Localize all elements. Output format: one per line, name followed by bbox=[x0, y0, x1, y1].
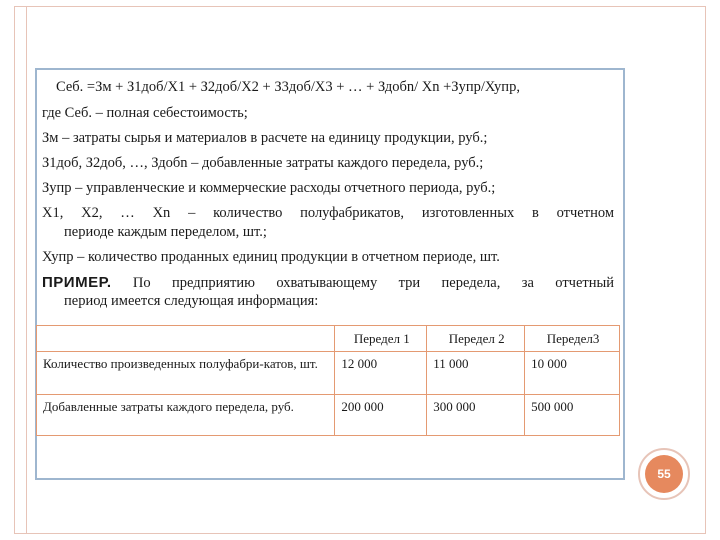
table-cell: Количество произведенных полуфабри-катов, шт. bbox=[37, 352, 335, 395]
formula-where: где Себ. – полная себестоимость; bbox=[42, 105, 248, 121]
example-line2: период имеется следующая информация: bbox=[64, 293, 319, 309]
table-header-row bbox=[37, 326, 620, 352]
table-cell: 11 000 bbox=[427, 352, 525, 395]
table-cell: 300 000 bbox=[427, 395, 525, 436]
table-cell: 500 000 bbox=[525, 395, 620, 436]
table-header-cell bbox=[37, 326, 335, 352]
example-line1 bbox=[42, 273, 614, 292]
slide-text bbox=[42, 78, 614, 311]
definition-zdob: З1доб, З2доб, …, Здобn – добавленные затраты каждого передела, руб.; bbox=[42, 155, 484, 171]
definition-x-line1: Х1, Х2, … Хn – количество полуфабрикатов, изготовленных в отчетном bbox=[42, 205, 614, 221]
stages-table bbox=[36, 325, 620, 436]
definition-xupr: Хупр – количество проданных единиц продукции в отчетном периоде, шт. bbox=[42, 249, 500, 265]
table-header-cell: Передел 1 bbox=[335, 326, 427, 352]
table-cell: Добавленные затраты каждого передела, руб. bbox=[37, 395, 335, 436]
table-row bbox=[37, 395, 620, 436]
example-line1-text: По предприятию охватывающему три передела, за отчетный bbox=[111, 275, 614, 291]
table-cell: 12 000 bbox=[335, 352, 427, 395]
cost-formula: Себ. =Зм + З1доб/Х1 + З2доб/Х2 + З3доб/Х3 + … + Здобn/ Хn +Зупр/Хупр, bbox=[56, 79, 520, 95]
definition-x-line2: периоде каждым переделом, шт.; bbox=[64, 224, 267, 240]
table-header-cell: Передел3 bbox=[525, 326, 620, 352]
slide-left-rule bbox=[26, 6, 27, 534]
table-row bbox=[37, 352, 620, 395]
definition-zupr: Зупр – управленческие и коммерческие расходы отчетного периода, руб.; bbox=[42, 180, 496, 196]
definition-zm: Зм – затраты сырья и материалов в расчете на единицу продукции, руб.; bbox=[42, 130, 488, 146]
page-number-badge bbox=[638, 448, 690, 500]
table-cell: 200 000 bbox=[335, 395, 427, 436]
table-cell: 10 000 bbox=[525, 352, 620, 395]
table-header-cell: Передел 2 bbox=[427, 326, 525, 352]
example-title: ПРИМЕР. bbox=[42, 274, 112, 291]
page-number: 55 bbox=[645, 455, 683, 493]
